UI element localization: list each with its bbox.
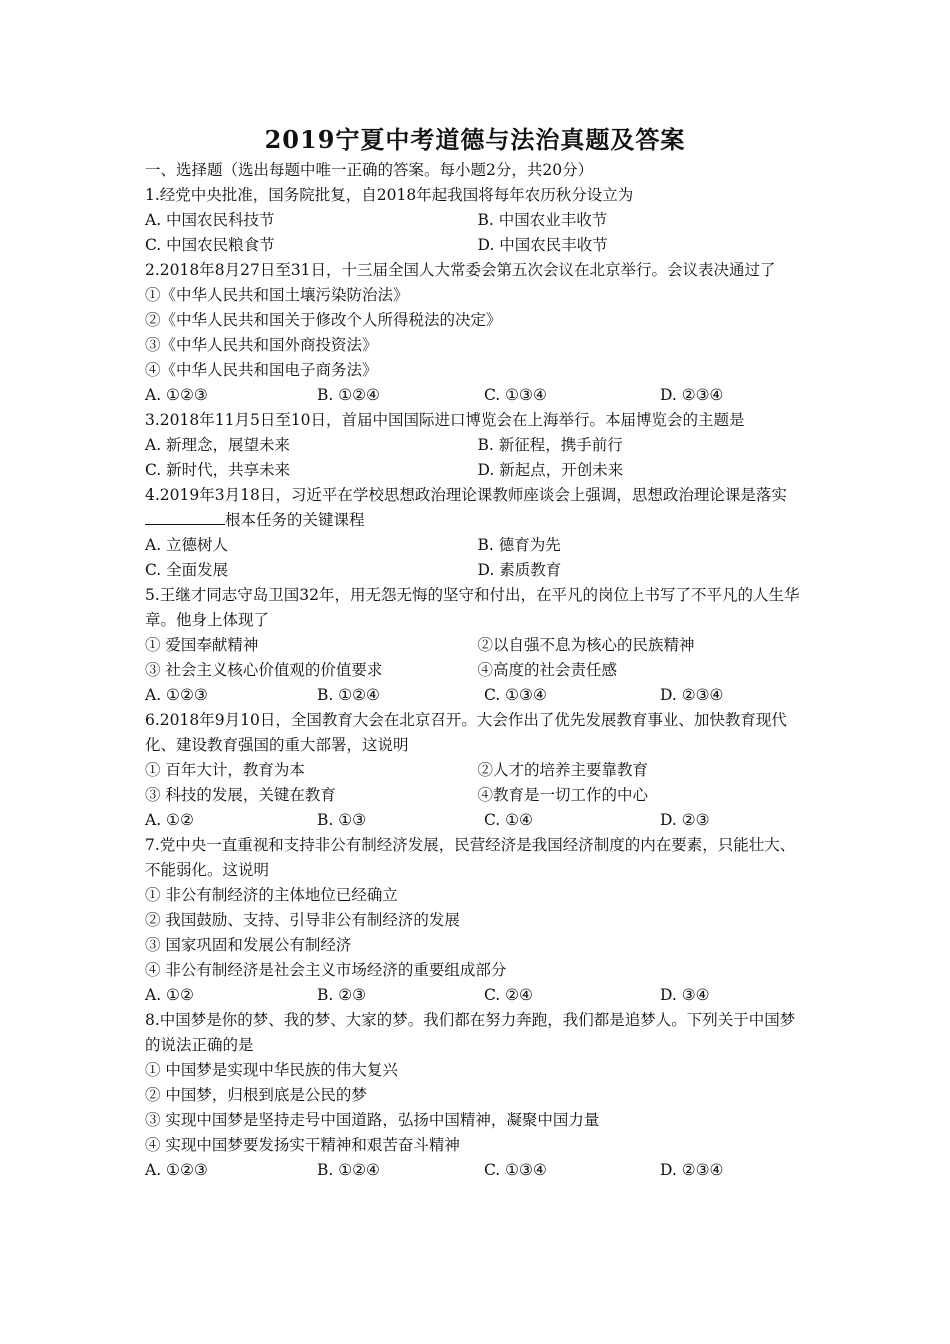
stem-before-blank: 4.2019年3月18日，习近平在学校思想政治理论课教师座谈会上强调，思想政治理论课是落实: [145, 486, 787, 504]
option-a: A. ①②③: [145, 686, 208, 704]
statement-1: ① 百年大计，教育为本: [145, 761, 305, 779]
statement-2: ② 我国鼓励、支持、引导非公有制经济的发展: [145, 911, 460, 929]
question-5: [145, 583, 810, 708]
option-a: A. ①②③: [145, 386, 208, 404]
options-row: [145, 1158, 810, 1183]
option-d: D. 中国农民丰收节: [477, 236, 608, 254]
question-8: [145, 1008, 810, 1183]
statement-2: ②《中华人民共和国关于修改个人所得税法的决定》: [145, 311, 502, 329]
fill-blank: [145, 510, 225, 525]
statement-4: ④《中华人民共和国电子商务法》: [145, 361, 378, 379]
question-stem: 1.经党中央批准，国务院批复，自2018年起我国将每年农历秋分设立为: [145, 186, 634, 204]
question-stem: 8.中国梦是你的梦、我的梦、大家的梦。我们都在努力奔跑，我们都是追梦人。下列关于中国梦的说法正确的是: [145, 1011, 796, 1054]
statement-4: ④ 非公有制经济是社会主义市场经济的重要组成部分: [145, 961, 507, 979]
option-a: A. 立德树人: [145, 536, 229, 554]
question-6: [145, 708, 810, 833]
statement-3: ③ 科技的发展，关键在教育: [145, 786, 336, 804]
question-stem: [145, 483, 810, 533]
statement-2: ②以自强不息为核心的民族精神: [477, 636, 695, 654]
statements-row: [145, 633, 810, 658]
statements-row: [145, 758, 810, 783]
option-c: C. ①④: [484, 811, 533, 829]
options-row: [145, 208, 810, 233]
question-7: [145, 833, 810, 1008]
question-stem: 3.2018年11月5日至10日，首届中国国际进口博览会在上海举行。本届博览会的主题是: [145, 411, 745, 429]
options-row: [145, 683, 810, 708]
statement-3: ③ 社会主义核心价值观的价值要求: [145, 661, 383, 679]
question-list: [145, 158, 810, 1183]
statement-1: ① 爱国奉献精神: [145, 636, 259, 654]
option-a: A. ①②: [145, 986, 194, 1004]
option-b: B. ①②④: [317, 386, 380, 404]
section-header: 一、选择题（选出每题中唯一正确的答案。每小题2分，共20分）: [145, 161, 594, 179]
option-c: C. 全面发展: [145, 561, 229, 579]
option-d: D. 素质教育: [477, 561, 562, 579]
option-c: C. 新时代，共享未来: [145, 461, 291, 479]
question-3: [145, 408, 810, 483]
page-title: 2019宁夏中考道德与法治真题及答案: [264, 125, 686, 154]
statement-1: ①《中华人民共和国土壤污染防治法》: [145, 286, 409, 304]
option-d: D. ②③④: [660, 686, 724, 704]
statement-1: ① 中国梦是实现中华民族的伟大复兴: [145, 1061, 398, 1079]
statement-4: ④ 实现中国梦要发扬实干精神和艰苦奋斗精神: [145, 1136, 460, 1154]
option-d: D. 新起点，开创未来: [477, 461, 624, 479]
statement-2: ②人才的培养主要靠教育: [477, 761, 649, 779]
options-row: [145, 458, 810, 483]
options-row: [145, 558, 810, 583]
option-c: C. ①③④: [484, 386, 547, 404]
option-a: A. 新理念，展望未来: [145, 436, 291, 454]
question-stem: 5.王继才同志守岛卫国32年，用无怨无悔的坚守和付出，在平凡的岗位上书写了不平凡的人生华章。他身上体现了: [145, 586, 800, 629]
question-stem: 2.2018年8月27日至31日，十三届全国人大常委会第五次会议在北京举行。会议表决通过了: [145, 261, 776, 279]
statement-3: ③ 实现中国梦是坚持走号中国道路，弘扬中国精神，凝聚中国力量: [145, 1111, 600, 1129]
stem-after-blank: 根本任务的关键课程: [225, 511, 365, 529]
statement-4: ④教育是一切工作的中心: [477, 786, 649, 804]
question-2: [145, 258, 810, 408]
options-row: [145, 233, 810, 258]
question-4: [145, 483, 810, 583]
option-c: C. 中国农民粮食节: [145, 236, 275, 254]
option-b: B. ①②④: [317, 686, 380, 704]
question-1: [145, 183, 810, 258]
options-row: [145, 808, 810, 833]
statement-3: ③ 国家巩固和发展公有制经济: [145, 936, 352, 954]
options-row: [145, 983, 810, 1008]
option-b: B. ②③: [317, 986, 367, 1004]
option-c: C. ①③④: [484, 1161, 547, 1179]
options-row: [145, 533, 810, 558]
option-a: A. ①②③: [145, 1161, 208, 1179]
statements-row: [145, 783, 810, 808]
option-d: D. ②③④: [660, 386, 724, 404]
option-b: B. ①③: [317, 811, 367, 829]
option-d: D. ③④: [660, 986, 710, 1004]
options-row: [145, 433, 810, 458]
options-row: [145, 383, 810, 408]
statement-2: ② 中国梦，归根到底是公民的梦: [145, 1086, 367, 1104]
option-d: D. ②③④: [660, 1161, 724, 1179]
option-b: B. 中国农业丰收节: [477, 211, 608, 229]
option-b: B. 新征程，携手前行: [477, 436, 623, 454]
option-a: A. ①②: [145, 811, 194, 829]
statement-4: ④高度的社会责任感: [477, 661, 618, 679]
option-d: D. ②③: [660, 811, 710, 829]
statements-row: [145, 658, 810, 683]
question-stem: 7.党中央一直重视和支持非公有制经济发展，民营经济是我国经济制度的内在要素，只能壮大、不能弱化。这说明: [145, 836, 796, 879]
question-stem: 6.2018年9月10日，全国教育大会在北京召开。大会作出了优先发展教育事业、加快教育现代化、建设教育强国的重大部署，这说明: [145, 711, 787, 754]
option-c: C. ①③④: [484, 686, 547, 704]
option-c: C. ②④: [484, 986, 533, 1004]
option-a: A. 中国农民科技节: [145, 211, 275, 229]
statement-1: ① 非公有制经济的主体地位已经确立: [145, 886, 398, 904]
option-b: B. ①②④: [317, 1161, 380, 1179]
statement-3: ③《中华人民共和国外商投资法》: [145, 336, 378, 354]
option-b: B. 德育为先: [477, 536, 561, 554]
